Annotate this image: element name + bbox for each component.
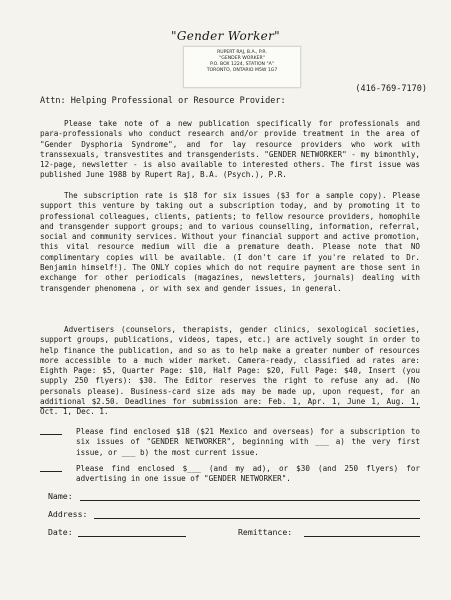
paragraph-advertisers: Advertisers (counselors, therapists, gender clinics, sexological societies, support groups, publications, videos, tapes, etc.) are actively sought in order to help finance the publication, and so as to help make a greater number of resources more accessible to a much wider market. Camera-ready, classified ad rates are: Eighth Page: $5, Quarter Page: $10, Half Page: $20, Full Page: $40, Insert (you supply 250 flyers): $30. The Editor reserves the right to refuse any ad. (No personals please). Business-card size ads may be made up, upon request, for an additional $2.50. Deadlines for submission are: Feb. 1, Apr. 1, June 1, Aug. 1, Oct. 1, Dec. 1.: [40, 325, 420, 417]
subscription-checkbox-blank[interactable]: [40, 427, 62, 435]
date-input-line[interactable]: [78, 536, 186, 537]
remittance-field: [238, 527, 292, 537]
address-field: [48, 509, 87, 519]
address-label-line: RUPERT RAJ, B.A., P.R.: [217, 50, 267, 55]
address-label-line: "GENDER WORKER": [219, 56, 265, 61]
remittance-label: Remittance:: [238, 527, 293, 537]
advertising-option: [40, 464, 420, 484]
attention-line: Attn: Helping Professional or Resource Provider:: [40, 96, 286, 106]
divider-rule: [40, 407, 420, 408]
name-field: [48, 491, 73, 501]
advertising-checkbox-blank[interactable]: [40, 464, 62, 472]
name-label: Name:: [48, 491, 73, 501]
address-input-line[interactable]: [94, 518, 420, 519]
remittance-input-line[interactable]: [304, 536, 420, 537]
date-label: Date:: [48, 527, 73, 537]
advertising-option-text: Please find enclosed $___ (and my ad), or $30 (and 250 flyers) for advertising in one issue of "GENDER NETWORKER".: [76, 464, 420, 484]
phone-number: (416-769-7170): [355, 84, 427, 94]
paragraph-subscription: The subscription rate is $18 for six issues ($3 for a sample copy). Please support this venture by taking out a subscription today, and by promoting it to professional colleagues, clients, patients; to fellow resource providers, homophile and transgender support groups; and to various counselling, information, referral, social and community services. Without your financial support and active promotion, this vital resource medium will die a premature death. Please note that NO complimentary copies will be available. (I don't care if you're related to Dr. Benjamin himself!). The ONLY copies which do not require payment are those sent in exchange for other periodicals (magazines, newsletters, journals) dealing with transgender phenomena , or with sex and gender issues, in general.: [40, 191, 420, 293]
address-label-line: P.O. BOX 1224, STATION "A": [210, 62, 274, 67]
paragraph-intro: Please take note of a new publication specifically for professionals and para-professionals who conduct research and/or provide treatment in the area of "Gender Dysphoria Syndrome", and for lay resource providers who work with transsexuals, transvestites and transgenderists. "GENDER NETWORKER" - my bimonthly, 12-page, newsletter - is also available to interested others. The first issue was published June 1988 by Rupert Raj, B.A. (Psych.), P.R.: [40, 119, 420, 180]
name-input-line[interactable]: [80, 500, 420, 501]
address-label-line: TORONTO, ONTARIO M5W 1G7: [206, 68, 278, 73]
letterhead-title: "Gender Worker": [171, 29, 280, 43]
address-label: [183, 46, 301, 88]
subscription-option: [40, 427, 420, 457]
date-field: [48, 527, 73, 537]
address-label-text: Address:: [48, 509, 88, 519]
subscription-option-text: Please find enclosed $18 ($21 Mexico and overseas) for a subscription to six issues of "GENDER NETWORKER", beginning with ___ a) the very first issue, or ___ b) the most current issue.: [76, 427, 420, 457]
